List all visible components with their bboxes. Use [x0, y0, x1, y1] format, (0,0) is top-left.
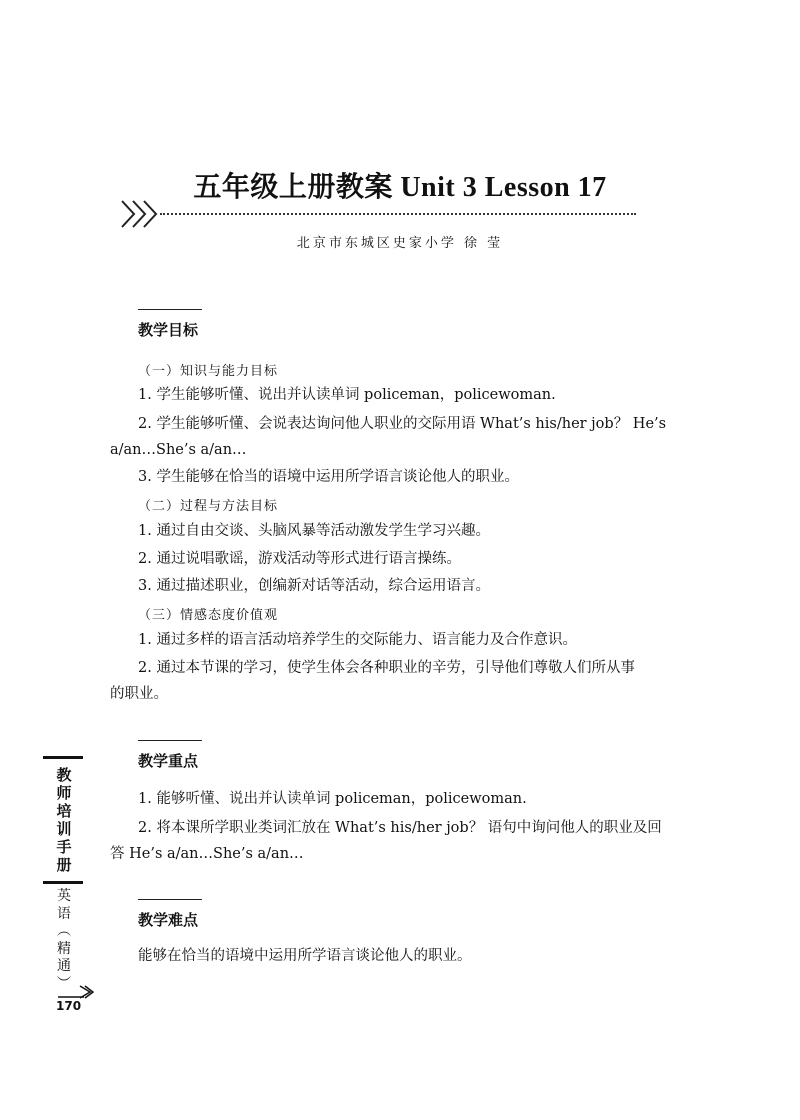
page-title: 五年级上册教案 Unit 3 Lesson 17: [193, 172, 607, 203]
chevron-right-icon: [120, 197, 164, 231]
paragraph-line: 2. 学生能够听懂、会说表达询问他人职业的交际用语 What’s his/her job？ He’s: [138, 416, 667, 432]
sidebar-char: 通: [57, 958, 71, 974]
section-rule: [138, 309, 202, 310]
section-rule: [138, 740, 202, 741]
sidebar-char: 精: [57, 940, 71, 957]
sidebar-char: 英: [57, 888, 71, 904]
section-heading-objectives: 教学目标: [138, 321, 199, 339]
paragraph-line: 2. 通过说唱歌谣，游戏活动等形式进行语言操练。: [138, 551, 461, 567]
section-heading-key-points: 教学重点: [138, 752, 199, 770]
sidebar-rule: [43, 881, 83, 884]
paragraph-line: 3. 学生能够在恰当的语境中运用所学语言谈论他人的职业。: [138, 469, 519, 485]
sidebar-char: 训: [56, 820, 72, 838]
section-heading-difficulties: 教学难点: [138, 911, 199, 929]
sidebar-book-title: [54, 766, 74, 874]
paragraph-line: a/an…She’s a/an…: [110, 442, 247, 458]
author-line: 北京市东城区史家小学 徐 莹: [296, 236, 504, 251]
paragraph-line: 答 He’s a/an…She’s a/an…: [110, 846, 304, 862]
paragraph-line: 3. 通过描述职业，创编新对话等活动，综合运用语言。: [138, 578, 490, 594]
paragraph-line: 2. 通过本节课的学习，使学生体会各种职业的辛劳，引导他们尊敬人们所从事: [138, 660, 635, 676]
subheading-process: （二）过程与方法目标: [138, 499, 279, 514]
sidebar-char: ︵: [57, 923, 71, 939]
sidebar-char: 手: [56, 838, 72, 856]
paragraph-line: 1. 通过自由交谈、头脑风暴等活动激发学生学习兴趣。: [138, 523, 490, 539]
page-number: 170: [56, 999, 82, 1013]
sidebar-char: 教: [56, 766, 72, 784]
paragraph-line: 1. 通过多样的语言活动培养学生的交际能力、语言能力及合作意识。: [138, 632, 577, 648]
sidebar-char: 师: [56, 784, 72, 802]
paragraph-line: 1. 学生能够听懂、说出并认读单词 policeman，policewoman.: [138, 387, 556, 403]
subheading-knowledge: （一）知识与能力目标: [138, 364, 279, 379]
paragraph-line: 2. 将本课所学职业类词汇放在 What’s his/her job？ 语句中询问他人的职业及回: [138, 820, 662, 836]
title-divider: [160, 213, 636, 215]
sidebar-char: ︶: [57, 975, 71, 992]
subheading-values: （三）情感态度价值观: [138, 608, 279, 623]
sidebar-rule: [43, 756, 83, 759]
sidebar-char: 培: [56, 802, 72, 820]
page-arrow-icon: [58, 985, 94, 999]
sidebar-char: 册: [56, 856, 72, 874]
sidebar-char: 语: [57, 905, 71, 922]
section-rule: [138, 899, 202, 900]
paragraph-line: 的职业。: [110, 686, 168, 702]
paragraph-line: 能够在恰当的语境中运用所学语言谈论他人的职业。: [138, 948, 472, 964]
sidebar-subject: [54, 888, 74, 993]
paragraph-line: 1. 能够听懂、说出并认读单词 policeman，policewoman.: [138, 791, 527, 807]
